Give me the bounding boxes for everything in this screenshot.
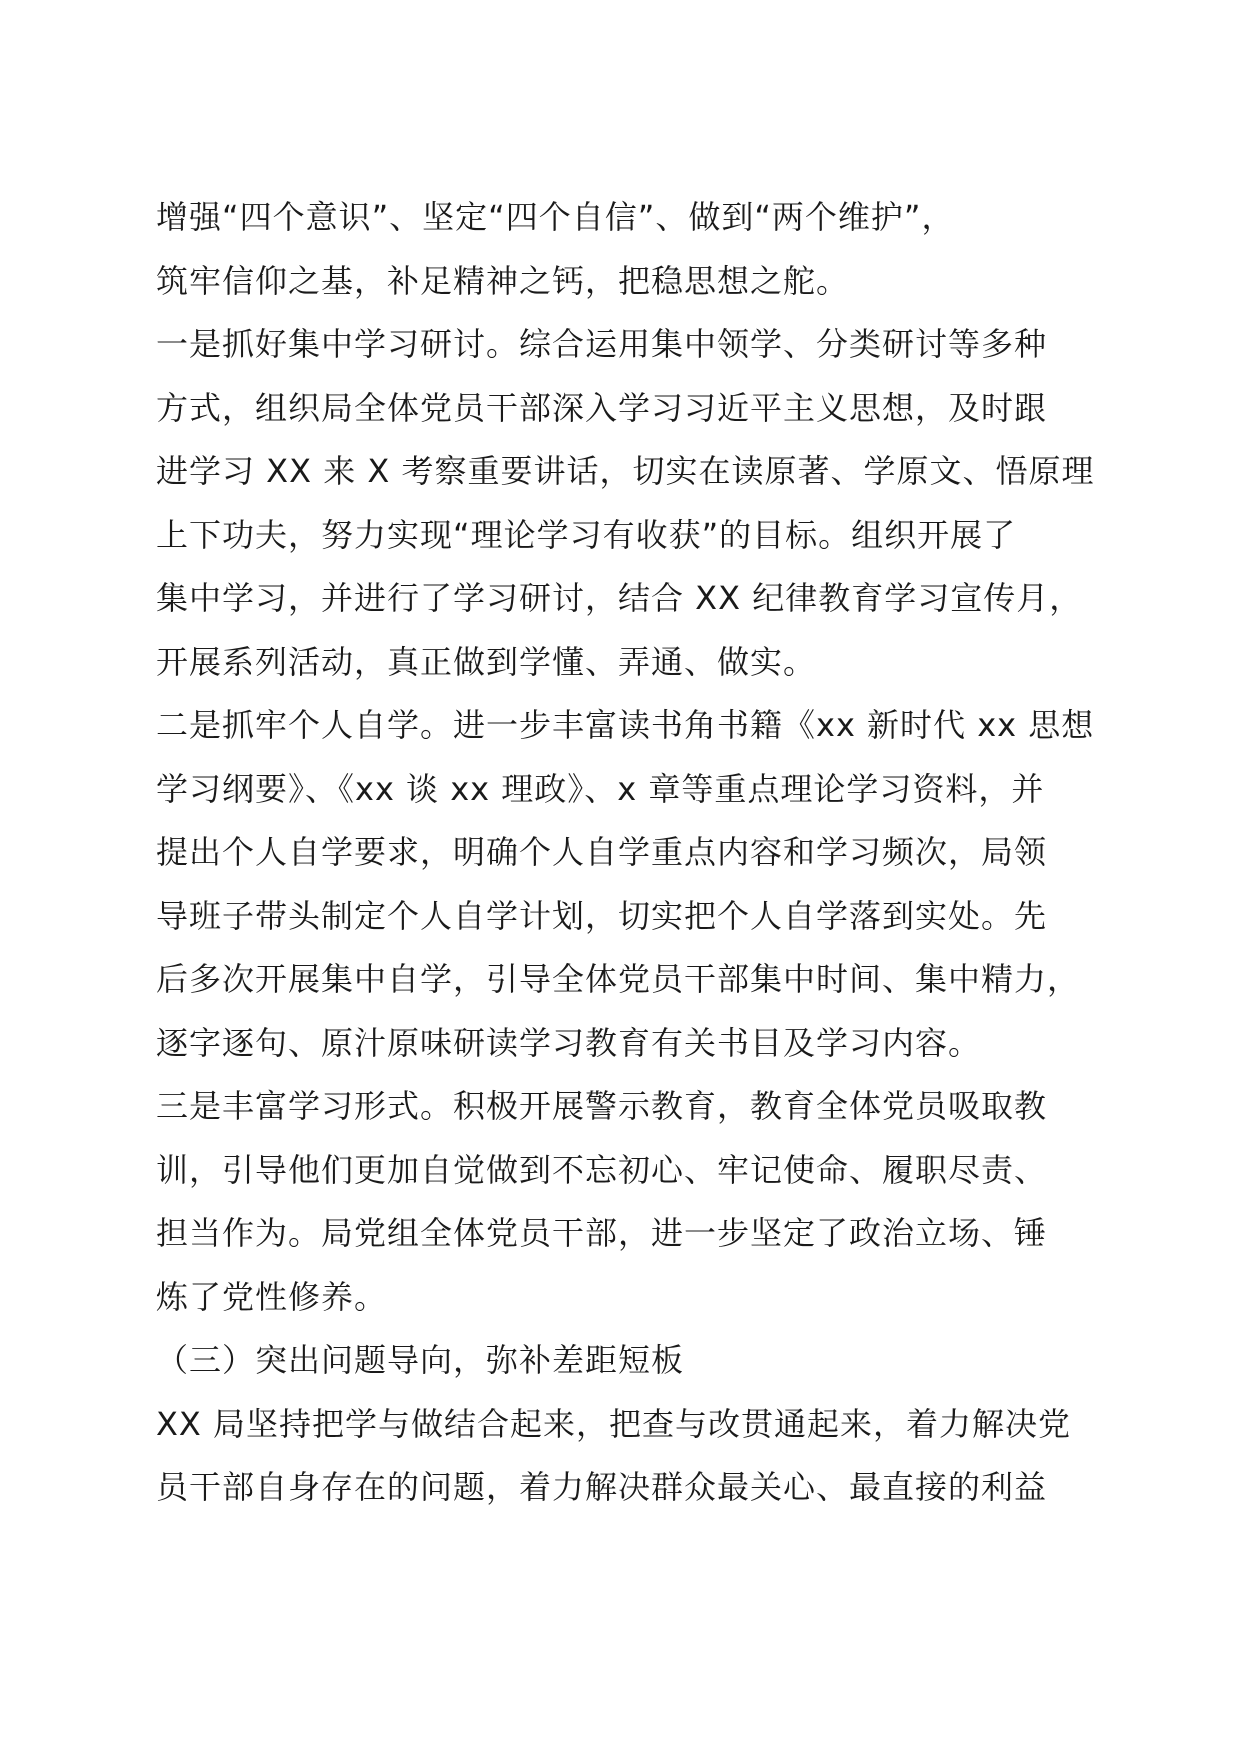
section-heading: （三）突出问题导向，弥补差距短板	[156, 1341, 685, 1379]
text-line: 后多次开展集中自学，引导全体党员干部集中时间、集中精力，	[156, 960, 1081, 998]
text-line: 增强“四个意识”、坚定“四个自信”、做到“两个维护”，	[156, 198, 955, 236]
text-line: 导班子带头制定个人自学计划，切实把个人自学落到实处。先	[156, 896, 1048, 935]
text-line: 二是抓牢个人自学。进一步丰富读书角书籍《xx 新时代 xx 思想	[156, 706, 1095, 744]
text-line: 一是抓好集中学习研讨。综合运用集中领学、分类研讨等多种	[156, 325, 1048, 363]
text-line: 炼了党性修养。	[156, 1277, 388, 1316]
text-line: 进学习 XX 来 X 考察重要讲话，切实在读原著、学原文、悟原理	[156, 452, 1095, 490]
text-line: 开展系列活动，真正做到学懂、弄通、做实。	[156, 642, 817, 681]
text-line: 提出个人自学要求，明确个人自学重点内容和学习频次，局领	[156, 833, 1048, 871]
text-line: 三是丰富学习形式。积极开展警示教育，教育全体党员吸取教	[156, 1087, 1048, 1125]
text-line: XX 局坚持把学与做结合起来，把查与改贯通起来，着力解决党	[156, 1404, 1072, 1443]
text-line: 上下功夫，努力实现“理论学习有收获”的目标。组织开展了	[156, 515, 1017, 554]
text-line: 逐字逐句、原汁原味研读学习教育有关书目及学习内容。	[156, 1023, 982, 1062]
text-line: 方式，组织局全体党员干部深入学习习近平主义思想，及时跟	[156, 388, 1048, 427]
text-line: 员干部自身存在的问题，着力解决群众最关心、最直接的利益	[156, 1468, 1048, 1506]
body-text	[156, 186, 1096, 1520]
text-line: 学习纲要》、《xx 谈 xx 理政》、x 章等重点理论学习资料，并	[156, 769, 1045, 808]
text-line: 担当作为。局党组全体党员干部，进一步坚定了政治立场、锤	[156, 1214, 1048, 1252]
text-line: 集中学习，并进行了学习研讨，结合 XX 纪律教育学习宣传月，	[156, 579, 1083, 617]
text-line: 筑牢信仰之基，补足精神之钙，把稳思想之舵。	[156, 261, 850, 300]
text-line: 训，引导他们更加自觉做到不忘初心、牢记使命、履职尽责、	[156, 1150, 1048, 1189]
